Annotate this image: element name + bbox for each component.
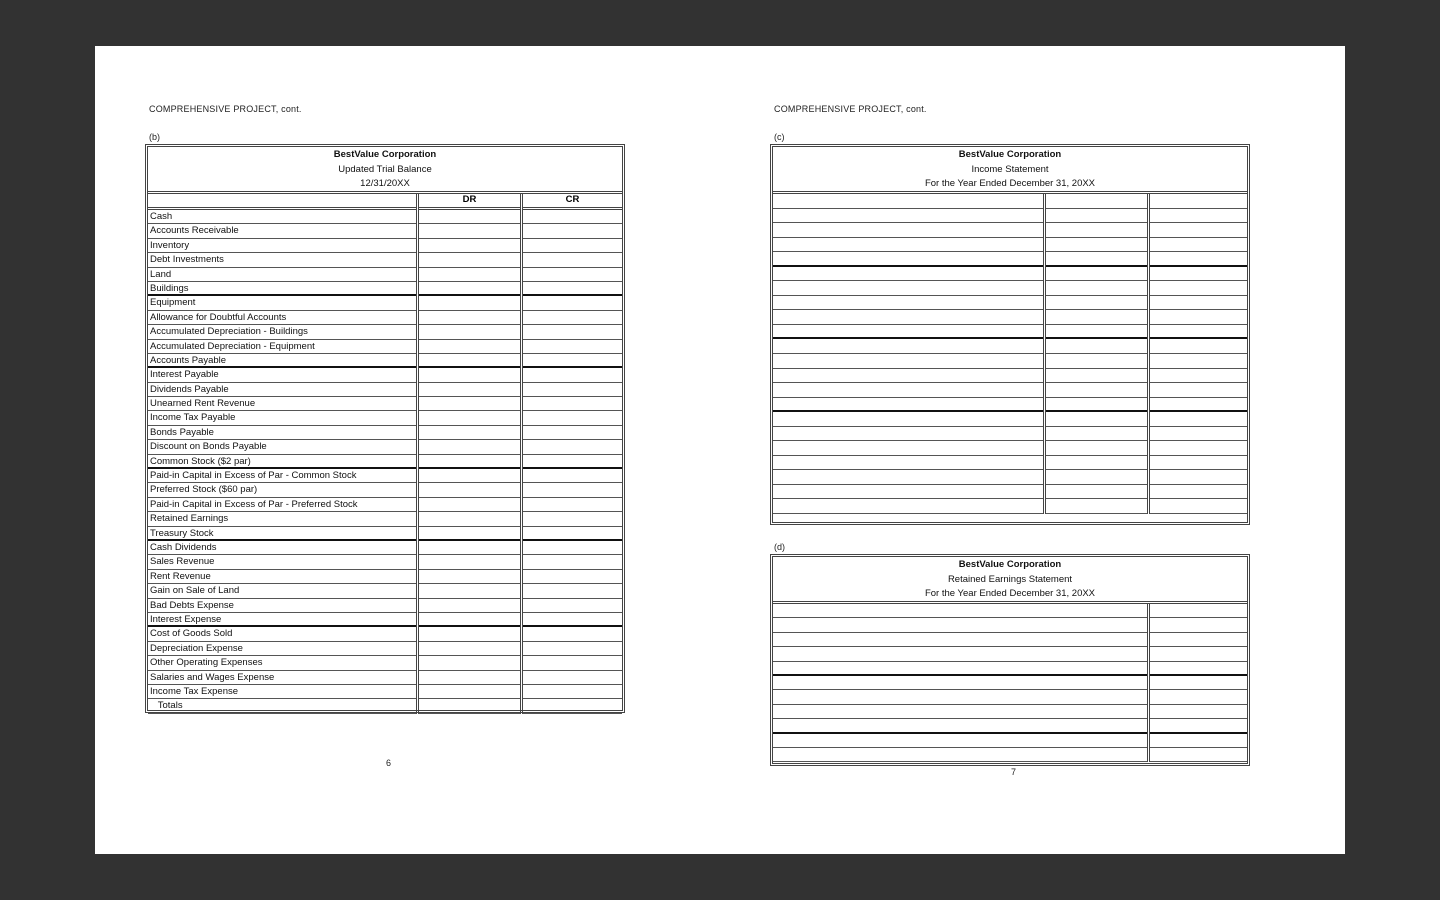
tb-cr-cell: [523, 512, 622, 526]
is-amount-column-2: [1147, 194, 1247, 514]
tb-statement-name: Updated Trial Balance: [338, 163, 432, 175]
tb-dr-cell: [419, 282, 520, 296]
tb-dr-cell: [419, 268, 520, 282]
tb-dr-cell: [419, 627, 520, 641]
tb-account-row: Totals: [148, 699, 416, 713]
tb-account-row: Land: [148, 268, 416, 282]
tb-cr-cell: [523, 253, 622, 267]
tb-account-row: Gain on Sale of Land: [148, 584, 416, 598]
tb-cr-cell: [523, 613, 622, 627]
re-blank-cell: [1150, 705, 1247, 719]
is-blank-cell: [1150, 499, 1247, 514]
tb-cr-cell: [523, 383, 622, 397]
tb-dr-cell: [419, 253, 520, 267]
tb-cr-cell: [523, 584, 622, 598]
part-c-label: (c): [774, 132, 785, 142]
re-blank-cell: [773, 647, 1147, 661]
tb-account-row: Accumulated Depreciation - Buildings: [148, 325, 416, 339]
tb-cr-cell: [523, 411, 622, 425]
tb-account-row: Paid-in Capital in Excess of Par - Common Stock: [148, 469, 416, 483]
tb-cr-cell: [523, 296, 622, 310]
is-company-name: BestValue Corporation: [958, 149, 1062, 160]
tb-cr-cell: [523, 282, 622, 296]
tb-cr-cell: [523, 268, 622, 282]
tb-cr-cell: [523, 224, 622, 238]
tb-dr-cell: [419, 656, 520, 670]
tb-date: 12/31/20XX: [360, 178, 410, 189]
is-blank-cell: [773, 383, 1043, 398]
tb-cr-cell: [523, 570, 622, 584]
tb-cr-header: CR: [523, 194, 622, 210]
is-blank-cell: [773, 441, 1043, 456]
tb-dr-cell: [419, 397, 520, 411]
is-blank-cell: [1046, 441, 1147, 456]
is-blank-cell: [1150, 209, 1247, 224]
is-blank-cell: [1046, 427, 1147, 442]
tb-dr-cell: [419, 411, 520, 425]
tb-dr-cell: [419, 354, 520, 368]
tb-account-row: Cash Dividends: [148, 541, 416, 555]
tb-account-row: Rent Revenue: [148, 570, 416, 584]
retained-earnings-table: [770, 554, 1250, 766]
is-blank-cell: [1046, 456, 1147, 471]
is-blank-cell: [1046, 470, 1147, 485]
tb-account-row: Dividends Payable: [148, 383, 416, 397]
is-blank-cell: [773, 427, 1043, 442]
tb-cr-cell: [523, 340, 622, 354]
is-blank-cell: [773, 194, 1043, 209]
is-blank-cell: [1150, 441, 1247, 456]
tb-cr-cell: [523, 699, 622, 713]
tb-cr-cell: [523, 483, 622, 497]
tb-dr-cell: [419, 599, 520, 613]
tb-account-row: Bonds Payable: [148, 426, 416, 440]
re-blank-cell: [1150, 748, 1247, 762]
trial-balance-grid: [148, 194, 622, 714]
is-blank-cell: [1046, 354, 1147, 369]
tb-dr-cell: [419, 541, 520, 555]
tb-dr-cell: [419, 440, 520, 454]
is-blank-cell: [1046, 252, 1147, 267]
retained-earnings-title: [773, 557, 1247, 604]
tb-cr-cell: [523, 455, 622, 469]
retained-earnings-grid: [773, 604, 1247, 762]
tb-account-row: Accounts Receivable: [148, 224, 416, 238]
re-statement-name: Retained Earnings Statement: [947, 573, 1073, 585]
tb-account-row: Buildings: [148, 282, 416, 296]
is-blank-cell: [1150, 339, 1247, 354]
tb-cr-cell: [523, 671, 622, 685]
tb-dr-cell: [419, 224, 520, 238]
is-blank-cell: [1150, 485, 1247, 500]
is-blank-cell: [773, 296, 1043, 311]
re-blank-cell: [773, 633, 1147, 647]
income-statement-table: [770, 144, 1250, 525]
is-blank-cell: [1046, 296, 1147, 311]
tb-account-row: Income Tax Payable: [148, 411, 416, 425]
is-blank-cell: [773, 281, 1043, 296]
tb-account-row: Other Operating Expenses: [148, 656, 416, 670]
income-statement-grid: [773, 194, 1247, 514]
tb-account-row: Inventory: [148, 239, 416, 253]
tb-cr-cell: [523, 527, 622, 541]
tb-cr-cell: [523, 642, 622, 656]
tb-dr-cell: [419, 584, 520, 598]
tb-cr-cell: [523, 498, 622, 512]
tb-dr-cell: [419, 498, 520, 512]
re-blank-cell: [773, 719, 1147, 733]
re-blank-cell: [1150, 690, 1247, 704]
is-blank-cell: [1046, 383, 1147, 398]
is-blank-cell: [773, 499, 1043, 514]
tb-cr-cell: [523, 426, 622, 440]
tb-account-row: Interest Expense: [148, 613, 416, 627]
is-amount-column-1: [1043, 194, 1147, 514]
tb-cr-column: [520, 194, 622, 714]
is-blank-cell: [1150, 296, 1247, 311]
tb-dr-cell: [419, 296, 520, 310]
tb-dr-header: DR: [419, 194, 520, 210]
is-blank-cell: [1046, 325, 1147, 340]
tb-account-row: Depreciation Expense: [148, 642, 416, 656]
is-blank-cell: [773, 412, 1043, 427]
is-blank-cell: [1046, 209, 1147, 224]
re-period: For the Year Ended December 31, 20XX: [924, 588, 1096, 599]
is-blank-cell: [773, 470, 1043, 485]
tb-account-row: Equipment: [148, 296, 416, 310]
tb-dr-cell: [419, 671, 520, 685]
is-description-column: [773, 194, 1043, 514]
tb-account-row: Interest Payable: [148, 368, 416, 382]
re-blank-cell: [773, 662, 1147, 676]
tb-account-row: Discount on Bonds Payable: [148, 440, 416, 454]
re-blank-cell: [773, 734, 1147, 748]
tb-dr-cell: [419, 311, 520, 325]
tb-dr-cell: [419, 239, 520, 253]
tb-account-row: Sales Revenue: [148, 555, 416, 569]
is-blank-cell: [1150, 194, 1247, 209]
is-blank-cell: [1046, 398, 1147, 413]
is-blank-cell: [1150, 238, 1247, 253]
is-blank-cell: [1150, 369, 1247, 384]
is-blank-cell: [773, 310, 1043, 325]
tb-dr-cell: [419, 699, 520, 713]
is-blank-cell: [1046, 238, 1147, 253]
left-page-number: 6: [386, 758, 392, 768]
is-blank-cell: [1046, 310, 1147, 325]
re-blank-cell: [773, 676, 1147, 690]
is-blank-cell: [1150, 383, 1247, 398]
re-blank-cell: [1150, 734, 1247, 748]
is-blank-cell: [773, 267, 1043, 282]
tb-account-header: [148, 194, 416, 210]
is-blank-cell: [773, 456, 1043, 471]
is-blank-cell: [773, 354, 1043, 369]
tb-dr-cell: [419, 426, 520, 440]
tb-dr-cell: [419, 555, 520, 569]
trial-balance-title: [148, 147, 622, 194]
is-blank-cell: [1046, 194, 1147, 209]
tb-account-row: Preferred Stock ($60 par): [148, 483, 416, 497]
is-blank-cell: [1150, 354, 1247, 369]
tb-cr-cell: [523, 210, 622, 224]
tb-dr-cell: [419, 642, 520, 656]
is-blank-cell: [1150, 412, 1247, 427]
is-blank-cell: [1150, 310, 1247, 325]
tb-cr-cell: [523, 599, 622, 613]
is-blank-cell: [1046, 485, 1147, 500]
is-blank-cell: [1150, 398, 1247, 413]
tb-account-row: Salaries and Wages Expense: [148, 671, 416, 685]
is-blank-cell: [1046, 281, 1147, 296]
tb-account-column: [148, 194, 416, 714]
tb-dr-cell: [419, 685, 520, 699]
right-page-header: COMPREHENSIVE PROJECT, cont.: [774, 104, 927, 114]
re-company-name: BestValue Corporation: [958, 559, 1062, 570]
tb-dr-cell: [419, 570, 520, 584]
is-blank-cell: [1046, 412, 1147, 427]
tb-dr-cell: [419, 469, 520, 483]
is-blank-cell: [1150, 325, 1247, 340]
income-statement-title: [773, 147, 1247, 194]
re-blank-cell: [773, 604, 1147, 618]
tb-account-row: Allowance for Doubtful Accounts: [148, 311, 416, 325]
is-blank-cell: [1150, 223, 1247, 238]
tb-cr-cell: [523, 541, 622, 555]
is-blank-cell: [1150, 456, 1247, 471]
part-b-label: (b): [149, 132, 160, 142]
tb-cr-cell: [523, 325, 622, 339]
tb-account-row: Unearned Rent Revenue: [148, 397, 416, 411]
tb-account-row: Accumulated Depreciation - Equipment: [148, 340, 416, 354]
re-blank-cell: [773, 618, 1147, 632]
re-blank-cell: [1150, 647, 1247, 661]
is-blank-cell: [773, 398, 1043, 413]
is-blank-cell: [773, 209, 1043, 224]
tb-dr-cell: [419, 455, 520, 469]
tb-account-row: Retained Earnings: [148, 512, 416, 526]
is-blank-cell: [1150, 427, 1247, 442]
is-blank-cell: [1150, 281, 1247, 296]
re-blank-cell: [1150, 633, 1247, 647]
left-page-header: COMPREHENSIVE PROJECT, cont.: [149, 104, 302, 114]
is-blank-cell: [773, 252, 1043, 267]
is-blank-cell: [773, 238, 1043, 253]
re-blank-cell: [1150, 662, 1247, 676]
tb-account-row: Cost of Goods Sold: [148, 627, 416, 641]
is-blank-cell: [773, 223, 1043, 238]
re-description-column: [773, 604, 1147, 762]
tb-dr-cell: [419, 383, 520, 397]
re-blank-cell: [773, 690, 1147, 704]
tb-cr-cell: [523, 354, 622, 368]
is-blank-cell: [773, 339, 1043, 354]
tb-account-row: Debt Investments: [148, 253, 416, 267]
tb-cr-cell: [523, 440, 622, 454]
is-blank-cell: [1046, 499, 1147, 514]
trial-balance-table: [145, 144, 625, 713]
tb-account-row: Paid-in Capital in Excess of Par - Preferred Stock: [148, 498, 416, 512]
tb-cr-cell: [523, 368, 622, 382]
tb-account-row: Cash: [148, 210, 416, 224]
re-blank-cell: [773, 705, 1147, 719]
tb-account-row: Accounts Payable: [148, 354, 416, 368]
is-blank-cell: [1046, 267, 1147, 282]
tb-cr-cell: [523, 311, 622, 325]
right-page-number: 7: [1011, 767, 1017, 777]
is-blank-cell: [773, 369, 1043, 384]
is-blank-cell: [1046, 369, 1147, 384]
is-blank-cell: [1150, 252, 1247, 267]
tb-dr-cell: [419, 613, 520, 627]
re-blank-cell: [1150, 604, 1247, 618]
tb-dr-cell: [419, 368, 520, 382]
is-blank-cell: [773, 485, 1043, 500]
is-period: For the Year Ended December 31, 20XX: [924, 178, 1096, 189]
tb-dr-cell: [419, 527, 520, 541]
re-blank-cell: [1150, 719, 1247, 733]
tb-account-row: Treasury Stock: [148, 527, 416, 541]
tb-cr-cell: [523, 656, 622, 670]
tb-cr-cell: [523, 239, 622, 253]
tb-cr-cell: [523, 469, 622, 483]
tb-account-row: Bad Debts Expense: [148, 599, 416, 613]
re-amount-column: [1147, 604, 1247, 762]
tb-dr-cell: [419, 340, 520, 354]
tb-dr-cell: [419, 325, 520, 339]
tb-dr-column: [416, 194, 520, 714]
tb-company-name: BestValue Corporation: [333, 149, 437, 160]
tb-dr-cell: [419, 210, 520, 224]
tb-account-row: Income Tax Expense: [148, 685, 416, 699]
tb-cr-cell: [523, 397, 622, 411]
tb-cr-cell: [523, 685, 622, 699]
tb-dr-cell: [419, 512, 520, 526]
is-blank-cell: [1046, 223, 1147, 238]
tb-cr-cell: [523, 627, 622, 641]
part-d-label: (d): [774, 542, 785, 552]
document-spread: [95, 46, 1345, 854]
re-blank-cell: [1150, 676, 1247, 690]
is-statement-name: Income Statement: [971, 163, 1049, 175]
re-blank-cell: [773, 748, 1147, 762]
is-blank-cell: [1150, 470, 1247, 485]
tb-account-row: Common Stock ($2 par): [148, 455, 416, 469]
re-blank-cell: [1150, 618, 1247, 632]
tb-dr-cell: [419, 483, 520, 497]
is-blank-cell: [1150, 267, 1247, 282]
tb-cr-cell: [523, 555, 622, 569]
is-blank-cell: [1046, 339, 1147, 354]
is-blank-cell: [773, 325, 1043, 340]
